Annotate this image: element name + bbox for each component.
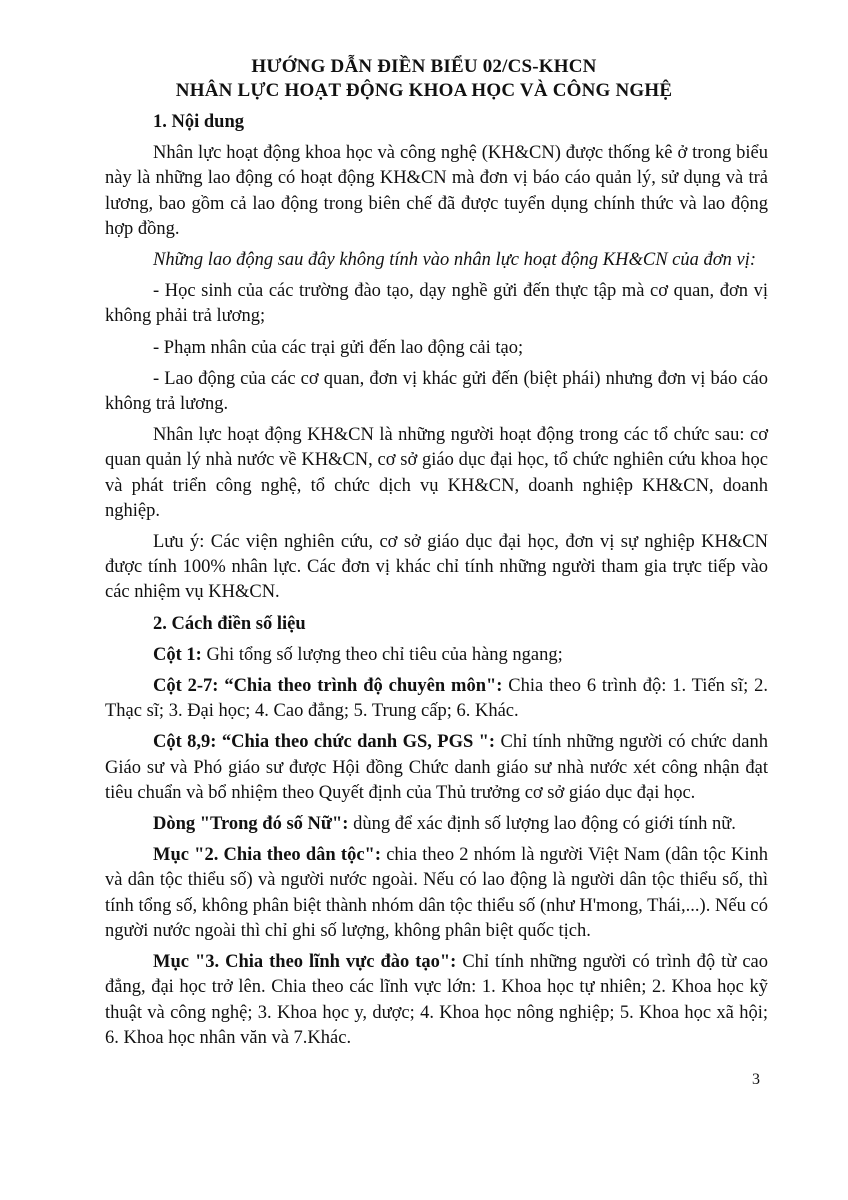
instruction-item xyxy=(105,950,768,1051)
instruction-item xyxy=(105,674,768,724)
bullet-item: - Lao động của các cơ quan, đơn vị khác gửi đến (biệt phái) nhưng đơn vị báo cáo không trả lương. xyxy=(105,368,768,415)
instruction-text: Chia theo 6 trình độ: 1. Tiến sĩ; 2. Thạc sĩ; 3. Đại học; 4. Cao đẳng; 5. Trung cấp; 6. Khác. xyxy=(105,676,768,722)
section-heading-filling: 2. Cách điền số liệu xyxy=(153,613,306,634)
paragraph-exclusions-intro: Những lao động sau đây không tính vào nhân lực hoạt động KH&CN của đơn vị: xyxy=(153,250,757,271)
instruction-item xyxy=(105,843,768,944)
instruction-item xyxy=(105,812,768,837)
instruction-text: Ghi tổng số lượng theo chỉ tiêu của hàng ngang; xyxy=(201,644,563,665)
instruction-item xyxy=(105,643,768,668)
bullet-item: - Học sinh của các trường đào tạo, dạy nghề gửi đến thực tập mà cơ quan, đơn vị không phải trả lương; xyxy=(105,281,768,327)
instruction-lead: Dòng "Trong đó số Nữ": xyxy=(153,814,349,835)
instruction-text: chia theo 2 nhóm là người Việt Nam (dân tộc Kinh và dân tộc thiểu số) và người nước ngoài. Nếu có lao động là người dân tộc thiểu số, thì tính tổng số, không phân biệt thành nhóm dân tộc thiểu số (như H'mong, Thái,...). Nếu có người nước ngoài thì chỉ ghi số lượng, không phân biệt quốc tịch. xyxy=(105,845,769,941)
paragraph-organizations: Nhân lực hoạt động KH&CN là những người hoạt động trong các tổ chức sau: cơ quan quản lý nhà nước về KH&CN, cơ sở giáo dục đại học, tổ chức nghiên cứu khoa học và phát triển công nghệ, tổ chức dịch vụ KH&CN, doanh nghiệp KH&CN, doanh nghiệp. xyxy=(105,425,768,521)
document-subtitle: NHÂN LỰC HOẠT ĐỘNG KHOA HỌC VÀ CÔNG NGHỆ xyxy=(175,80,673,101)
instruction-text: dùng để xác định số lượng lao động có giới tính nữ. xyxy=(348,814,736,835)
instruction-lead: Mục "3. Chia theo lĩnh vực đào tạo": xyxy=(153,952,457,973)
instruction-lead: Cột 1: xyxy=(153,644,202,665)
instruction-text: Chỉ tính những người có chức danh Giáo sư và Phó giáo sư được Hội đồng Chức danh giáo sư nhà nước xét công nhận đạt tiêu chuẩn và bổ nhiệm theo Quyết định của Thủ trưởng cơ sở giáo dục đại học. xyxy=(105,732,768,803)
instruction-text: Chỉ tính những người có trình độ từ cao đẳng, đại học trở lên. Chia theo các lĩnh vực lớn: 1. Khoa học tự nhiên; 2. Khoa học kỹ thuật và công nghệ; 3. Khoa học y, dược; 4. Khoa học nông nghiệp; 5. Khoa học xã hội; 6. Khoa học nhân văn và 7.Khác. xyxy=(105,952,769,1048)
page-number: 3 xyxy=(752,1071,760,1088)
instruction-lead: Cột 2-7: “Chia theo trình độ chuyên môn": xyxy=(153,676,503,697)
document-body xyxy=(105,110,768,1057)
paragraph-definition: Nhân lực hoạt động khoa học và công nghệ (KH&CN) được thống kê ở trong biểu này là những lao động có hoạt động KH&CN mà đơn vị báo cáo quản lý, sử dụng và trả lương, bao gồm cả lao động trong biên chế đã được tuyển dụng chính thức và lao động hợp đồng. xyxy=(105,143,768,239)
paragraph-note: Lưu ý: Các viện nghiên cứu, cơ sở giáo dục đại học, đơn vị sự nghiệp KH&CN được tính 100% nhân lực. Các đơn vị khác chỉ tính những người tham gia trực tiếp vào các nhiệm vụ KH&CN. xyxy=(105,532,768,603)
document-title: HƯỚNG DẪN ĐIỀN BIỂU 02/CS-KHCN xyxy=(251,56,597,77)
section-heading-content: 1. Nội dung xyxy=(153,112,244,132)
instruction-item xyxy=(105,730,768,806)
instruction-lead: Cột 8,9: “Chia theo chức danh GS, PGS ": xyxy=(153,732,496,753)
instruction-lead: Mục "2. Chia theo dân tộc": xyxy=(153,845,381,866)
bullet-item: - Phạm nhân của các trại gửi đến lao động cải tạo; xyxy=(153,337,524,358)
